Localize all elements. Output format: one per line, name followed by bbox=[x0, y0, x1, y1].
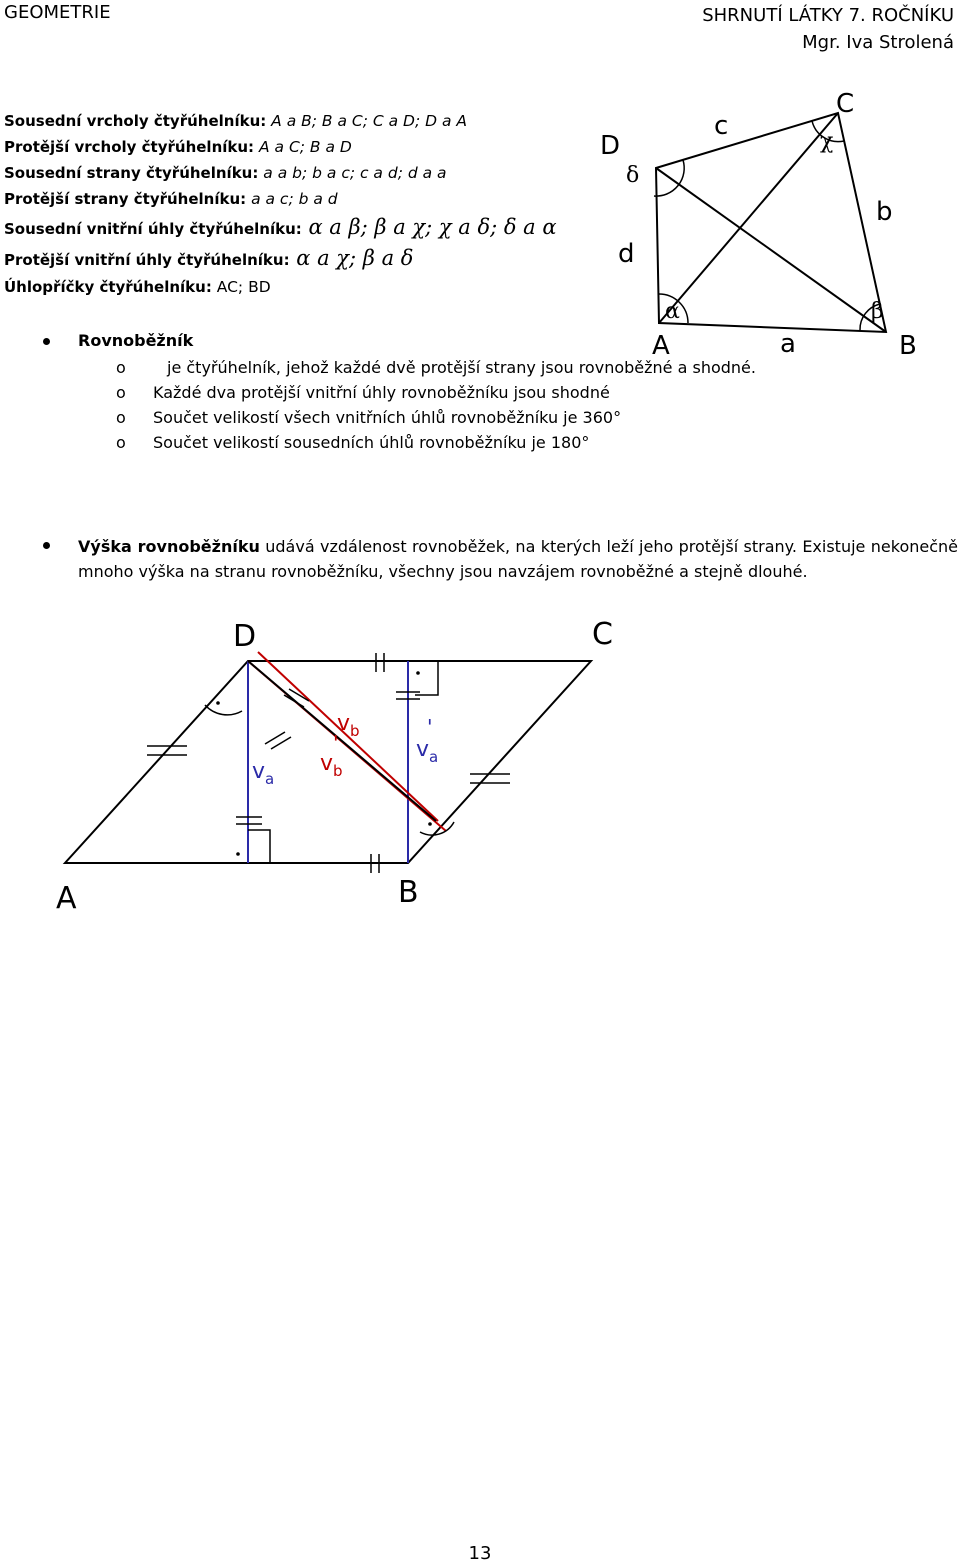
label-vb: $v_b$ bbox=[337, 711, 360, 740]
def-vrcholy-protejsi: Protější vrcholy čtyřúhelníku: A a C; B a D bbox=[4, 138, 352, 156]
quad-angle-beta: β bbox=[871, 299, 884, 324]
def-uhly-protejsi: Protější vnitřní úhly čtyřúhelníku: α a χ; β a δ bbox=[4, 246, 414, 270]
vyska-paragraph bbox=[78, 534, 958, 584]
def-strany-protejsi: Protější strany čtyřúhelníku: a a c; b a d bbox=[4, 190, 338, 208]
para-vertex-d: D bbox=[233, 619, 257, 654]
header-author: Mgr. Iva Strolená bbox=[802, 32, 954, 53]
quad-vertex-a: A bbox=[652, 331, 670, 361]
bullet-dot-vyska bbox=[43, 542, 50, 549]
quad-diagonal-ac bbox=[659, 113, 838, 323]
quad-side-a: a bbox=[780, 329, 796, 359]
quad-angle-delta: δ bbox=[626, 163, 640, 188]
rovnobeznik-title: Rovnoběžník bbox=[78, 331, 194, 350]
label-va-prime-mark: ' bbox=[427, 715, 433, 739]
quadrilateral-figure bbox=[598, 86, 938, 366]
right-angle-cr bbox=[415, 661, 438, 695]
header-subject: GEOMETRIE bbox=[4, 2, 111, 23]
label-vb-prime-mark: ' bbox=[333, 731, 339, 755]
para-vertex-b: B bbox=[398, 875, 419, 910]
quad-vertex-c: C bbox=[836, 89, 855, 119]
quad-side-d: d bbox=[618, 239, 635, 269]
label-va: $v_a$ bbox=[252, 759, 275, 788]
label-vb-prime: $v_b$ bbox=[320, 751, 343, 780]
label-va-prime: $v_a$ bbox=[416, 737, 439, 766]
bullet-dot bbox=[43, 338, 50, 345]
height-vb-prime-line bbox=[258, 652, 438, 821]
page-number: 13 bbox=[468, 1543, 492, 1564]
quad-angle-chi: χ bbox=[820, 129, 834, 154]
parallelogram-figure bbox=[40, 610, 680, 920]
vyska-text: udává vzdálenost rovnoběžek, na kterých leží jeho protější strany. Existuje nekonečně mnoho výška na stranu rovnoběžníku, všechny jsou navzájem rovnoběžné a stejně dlouhé. bbox=[78, 537, 958, 581]
right-angle-dl bbox=[205, 705, 242, 715]
def-strany-sousedni: Sousední strany čtyřúhelníku: a a b; b a c; c a d; d a a bbox=[4, 164, 447, 182]
header-right bbox=[702, 2, 954, 56]
para-vertex-c: C bbox=[592, 617, 613, 652]
quad-vertex-b: B bbox=[899, 331, 917, 361]
quad-vertex-d: D bbox=[600, 131, 621, 161]
quad-angle-alpha: α bbox=[665, 299, 680, 324]
para-vertex-a: A bbox=[56, 881, 77, 916]
definitions-block bbox=[4, 108, 557, 300]
quad-side-b: b bbox=[876, 197, 893, 227]
quad-outline bbox=[656, 113, 886, 332]
def-uhlopricky: Úhlopříčky čtyřúhelníku: AC; BD bbox=[4, 278, 271, 296]
right-angle-a bbox=[248, 830, 270, 863]
def-vrcholy-sousedni: Sousední vrcholy čtyřúhelníku: A a B; B a C; C a D; D a A bbox=[4, 112, 468, 130]
def-uhly-sousedni: Sousední vnitřní úhly čtyřúhelníku: α a β; β a χ; χ a δ; δ a α bbox=[4, 215, 557, 239]
quad-side-c: c bbox=[714, 111, 729, 141]
header-title: SHRNUTÍ LÁTKY 7. ROČNÍKU bbox=[702, 5, 954, 26]
vyska-term: Výška rovnoběžníku bbox=[78, 537, 260, 556]
